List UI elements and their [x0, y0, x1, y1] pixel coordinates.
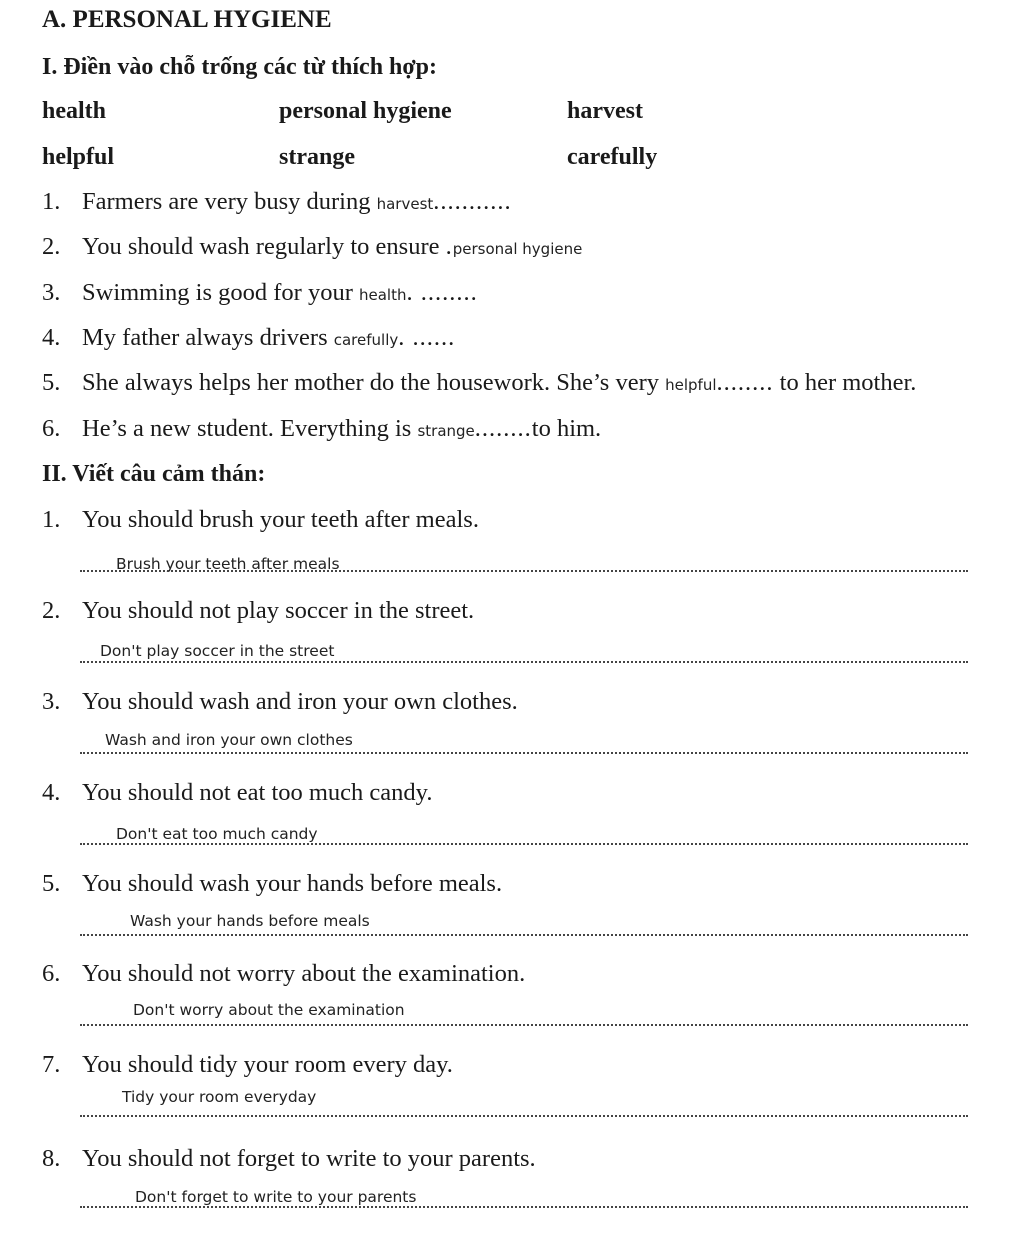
answer-line [80, 934, 968, 936]
word-bank-item: personal hygiene [279, 98, 452, 124]
question-number: 6. [42, 415, 61, 442]
question-text: Farmers are very busy during [82, 188, 377, 215]
item-number: 3. [42, 688, 61, 715]
item-number: 7. [42, 1051, 61, 1078]
answer-text: Don't eat too much candy [116, 825, 318, 843]
blank-dots: ........ [474, 415, 532, 442]
answer-line [80, 1024, 968, 1026]
word-bank-item: health [42, 98, 107, 124]
question-text-after: to her mother. [773, 369, 917, 396]
word-bank-item: strange [279, 144, 355, 170]
item-number: 8. [42, 1145, 61, 1172]
answer-line [80, 661, 968, 663]
item-number: 2. [42, 597, 61, 624]
answer-text: Brush your teeth after meals [116, 555, 340, 573]
answer-line [80, 1115, 968, 1117]
item-number: 5. [42, 870, 61, 897]
exclamation-item-1 [42, 506, 479, 534]
blank-dots: . [445, 233, 453, 260]
item-sentence: You should not play soccer in the street. [82, 597, 475, 624]
blank-dots: . ........ [406, 279, 478, 306]
word-bank-item: helpful [42, 144, 115, 170]
answer-text: harvest [376, 195, 434, 213]
exclamation-item-2 [42, 597, 474, 625]
section-2-heading: II. Viết câu cảm thán: [42, 461, 266, 487]
answer-text: carefully [333, 331, 399, 349]
question-text: He’s a new student. Everything is [82, 415, 418, 442]
item-number: 1. [42, 506, 61, 533]
question-number: 2. [42, 233, 61, 260]
answer-text: helpful [665, 376, 717, 394]
question-text: You should wash regularly to ensure [82, 233, 446, 260]
item-sentence: You should not worry about the examination. [82, 960, 526, 987]
section-1-heading: I. Điền vào chỗ trống các từ thích hợp: [42, 54, 438, 80]
question-number: 4. [42, 324, 61, 351]
question-number: 3. [42, 279, 61, 306]
answer-text: health [359, 286, 407, 304]
answer-text: Wash and iron your own clothes [105, 731, 353, 749]
answer-text: strange [417, 422, 475, 440]
answer-line [80, 752, 968, 754]
fill-question-6 [42, 415, 601, 443]
word-bank-item: carefully [567, 144, 658, 170]
blank-dots: ........... [433, 188, 512, 215]
answer-text: Don't worry about the examination [133, 1001, 405, 1019]
exclamation-item-5 [42, 870, 502, 898]
fill-question-4 [42, 324, 455, 352]
question-number: 1. [42, 188, 61, 215]
answer-line [80, 1206, 968, 1208]
item-number: 4. [42, 779, 61, 806]
answer-line [80, 843, 968, 845]
exclamation-item-6 [42, 960, 525, 988]
question-number: 5. [42, 369, 61, 396]
fill-question-2 [42, 233, 582, 261]
exclamation-item-3 [42, 688, 518, 716]
question-text: My father always drivers [82, 324, 334, 351]
exclamation-item-8 [42, 1145, 536, 1173]
fill-question-1 [42, 188, 512, 216]
fill-question-3 [42, 279, 478, 307]
item-sentence: You should brush your teeth after meals. [82, 506, 479, 533]
question-text: She always helps her mother do the housework. She’s very [82, 369, 666, 396]
answer-text: Tidy your room everyday [122, 1088, 317, 1106]
answer-line [80, 570, 968, 572]
question-text-after: to him. [531, 415, 602, 442]
blank-dots: ........ [716, 369, 774, 396]
answer-text: Don't play soccer in the street [100, 642, 335, 660]
exclamation-item-7 [42, 1051, 453, 1079]
item-sentence: You should wash your hands before meals. [82, 870, 503, 897]
blank-dots: . ...... [398, 324, 456, 351]
item-sentence: You should not eat too much candy. [82, 779, 433, 806]
word-bank-item: harvest [567, 98, 643, 124]
page-title: A. PERSONAL HYGIENE [42, 6, 332, 33]
question-text: Swimming is good for your [82, 279, 359, 306]
item-sentence: You should wash and iron your own clothes. [82, 688, 518, 715]
item-sentence: You should not forget to write to your parents. [82, 1145, 536, 1172]
item-sentence: You should tidy your room every day. [82, 1051, 453, 1078]
exclamation-item-4 [42, 779, 432, 807]
answer-text: personal hygiene [452, 240, 583, 258]
answer-text: Wash your hands before meals [130, 912, 370, 930]
item-number: 6. [42, 960, 61, 987]
fill-question-5 [42, 369, 916, 397]
answer-text: Don't forget to write to your parents [135, 1188, 417, 1206]
